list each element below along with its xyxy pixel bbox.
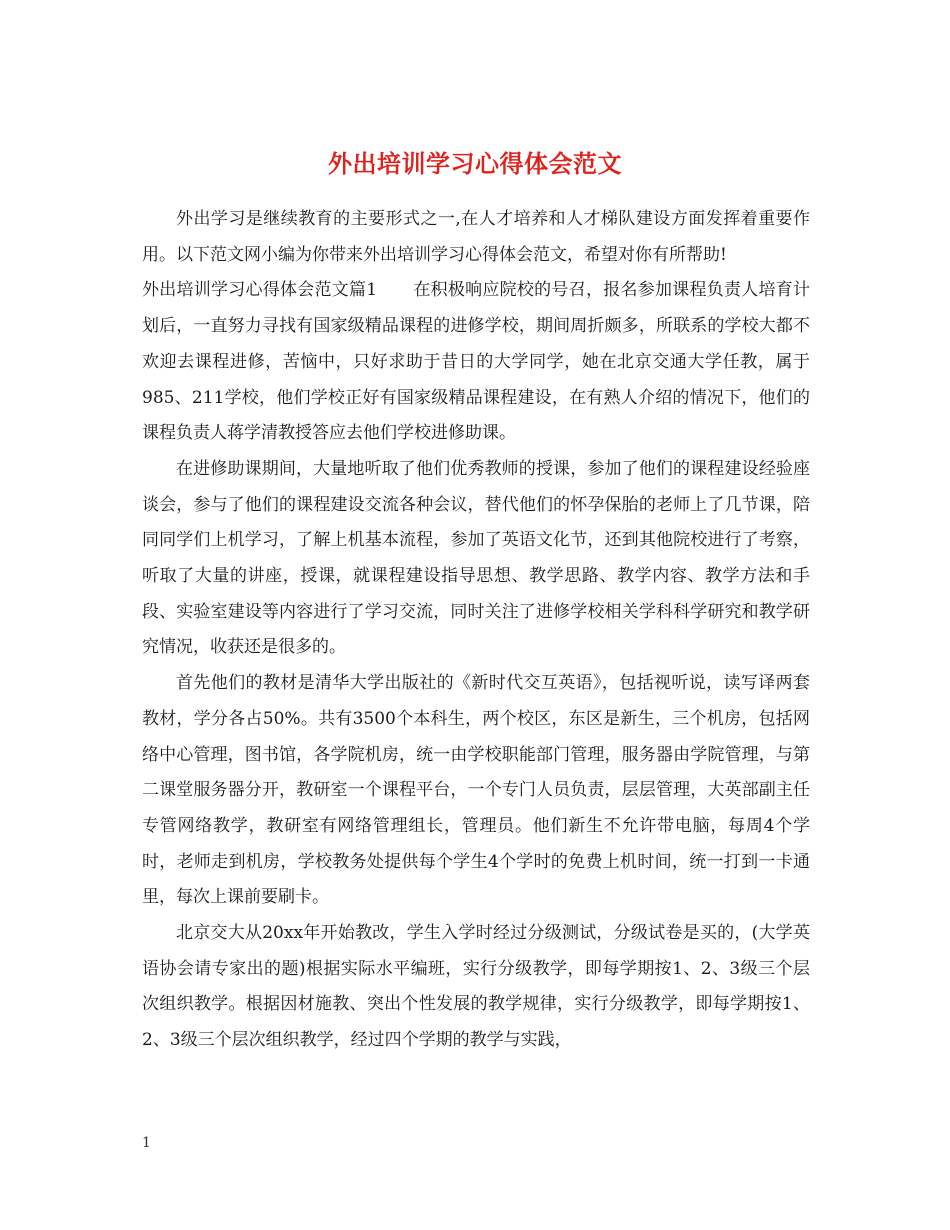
section-first-paragraph-text: 在积极响应院校的号召，报名参加课程负责人培育计划后，一直努力寻找有国家级精品课程的进修学校，期间周折颇多，所联系的学校大都不欢迎去课程进修，苦恼中，只好求助于昔日的大学同学，她在北京交通大学任教，属于985、211学校，他们学校正好有国家级精品课程建设，在有熟人介绍的情况下，他们的课程负责人蒋学清教授答应去他们学校进修助课。 <box>142 280 810 444</box>
document-body <box>142 202 810 1059</box>
section-heading: 外出培训学习心得体会范文篇1 <box>142 280 378 301</box>
section-first-paragraph <box>142 273 810 452</box>
page-number: 1 <box>142 1135 151 1151</box>
page-title: 外出培训学习心得体会范文 <box>328 149 622 179</box>
paragraph-3: 首先他们的教材是清华大学出版社的《新时代交互英语》，包括视听说，读写译两套教材，学分各占50%。共有3500个本科生，两个校区，东区是新生，三个机房，包括网络中心管理，图书馆，各学院机房，统一由学校职能部门管理，服务器由学院管理，与第二课堂服务器分开，教研室一个课程平台，一个专门人员负责，层层管理，大英部副主任专管网络教学，教研室有网络管理组长，管理员。他们新生不允许带电脑，每周4个学时，老师走到机房，学校教务处提供每个学生4个学时的免费上机时间，统一打到一卡通里，每次上课前要刷卡。 <box>142 673 810 908</box>
paragraph-2: 在进修助课期间，大量地听取了他们优秀教师的授课，参加了他们的课程建设经验座谈会，参与了他们的课程建设交流各种会议，替代他们的怀孕保胎的老师上了几节课，陪同同学们上机学习，了解上机基本流程，参加了英语文化节，还到其他院校进行了考察，听取了大量的讲座，授课，就课程建设指导思想、教学思路、教学内容、教学方法和手段、实验室建设等内容进行了学习交流，同时关注了进修学校相关学科科学研究和教学研究情况，收获还是很多的。 <box>142 458 810 658</box>
paragraph-4: 北京交大从20xx年开始教改，学生入学时经过分级测试，分级试卷是买的，(大学英语协会请专家出的题)根据实际水平编班，实行分级教学，即每学期按1、2、3级三个层次组织教学。根据因材施教、突出个性发展的教学规律，实行分级教学，即每学期按1、2、3级三个层次组织教学，经过四个学期的教学与实践， <box>142 923 810 1051</box>
intro-paragraph: 外出学习是继续教育的主要形式之一,在人才培养和人才梯队建设方面发挥着重要作用。以下范文网小编为你带来外出培训学习心得体会范文，希望对你有所帮助! <box>142 209 810 265</box>
